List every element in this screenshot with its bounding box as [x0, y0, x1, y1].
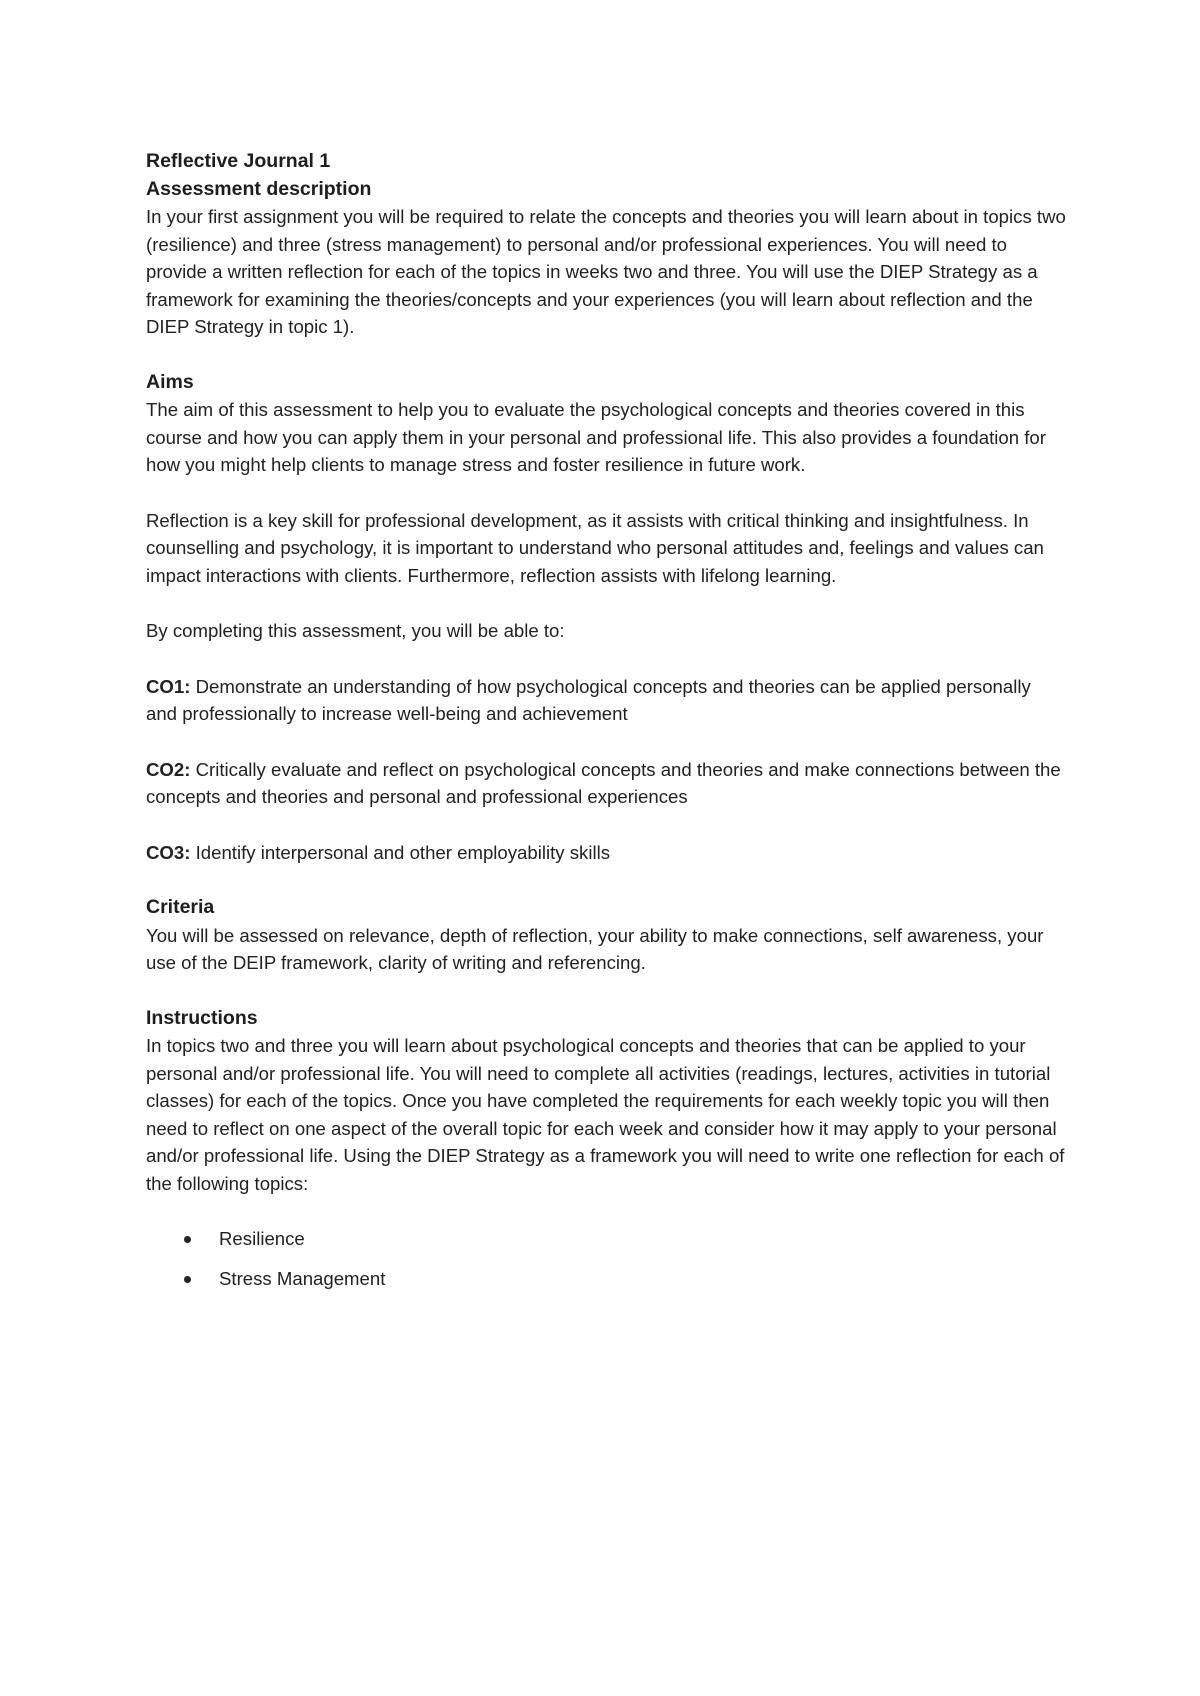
reflection-paragraph: Reflection is a key skill for professional development, as it assists with critical thinking and insightfulness. In counselling and psychology, it is important to understand who personal attitudes and, feelings and values can impact interactions with clients. Furthermore, reflection assists with lifelong learning. [146, 509, 1044, 586]
document-title: Reflective Journal 1 [146, 150, 331, 172]
criteria-paragraph: You will be assessed on relevance, depth of reflection, your ability to make connections, self awareness, your use of the DEIP framework, clarity of writing and referencing. [146, 924, 1044, 973]
outcome-text: Demonstrate an understanding of how psychological concepts and theories can be applied personally and professionally to increase well-being and achievement [146, 675, 1031, 724]
section-heading-aims: Aims [146, 370, 194, 393]
bullet-icon [184, 1236, 191, 1243]
outcome-text: Identify interpersonal and other employability skills [190, 841, 611, 863]
course-outcome-co1 [146, 673, 1066, 728]
section-heading-criteria: Criteria [146, 896, 215, 918]
outcome-code: CO3: [146, 841, 191, 863]
topic-label: Stress Management [219, 1267, 386, 1289]
document-body [146, 148, 1066, 1304]
course-outcome-co3 [146, 839, 1066, 867]
outcomes-intro-paragraph: By completing this assessment, you will be able to: [146, 620, 565, 641]
list-item [146, 1265, 1066, 1293]
section-heading-assessment-description: Assessment description [146, 177, 372, 200]
section-heading-instructions: Instructions [146, 1006, 258, 1029]
outcome-text: Critically evaluate and reflect on psychological concepts and theories and make connections between the concepts and theories and personal and professional experiences [146, 758, 1061, 807]
instructions-paragraph: In topics two and three you will learn about psychological concepts and theories that can be applied to your personal and/or professional life. You will need to complete all activities (readings, lectures, activities in tutorial classes) for each of the topics. Once you have completed the requirements for each weekly topic you will then need to reflect on one aspect of the overall topic for each week and consider how it may apply to your personal and/or professional life. Using the DIEP Strategy as a framework you will need to write one reflection for each of the following topics: [146, 1035, 1065, 1194]
list-item [146, 1225, 1066, 1253]
topic-list [146, 1225, 1066, 1292]
outcome-code: CO1: [146, 675, 191, 697]
bullet-icon [184, 1276, 191, 1283]
topic-label: Resilience [219, 1228, 305, 1249]
course-outcome-co2 [146, 756, 1066, 811]
outcome-code: CO2: [146, 758, 191, 780]
assessment-description-paragraph: In your first assignment you will be required to relate the concepts and theories you will learn about in topics two (resilience) and three (stress management) to personal and/or professional experiences. You will need to provide a written reflection for each of the topics in weeks two and three. You will use the DIEP Strategy as a framework for examining the theories/concepts and your experiences (you will learn about reflection and the DIEP Strategy in topic 1). [146, 206, 1066, 337]
aims-paragraph: The aim of this assessment to help you to evaluate the psychological concepts and theories covered in this course and how you can apply them in your personal and professional life. This also provides a foundation for how you might help clients to manage stress and foster resilience in future work. [146, 399, 1046, 475]
